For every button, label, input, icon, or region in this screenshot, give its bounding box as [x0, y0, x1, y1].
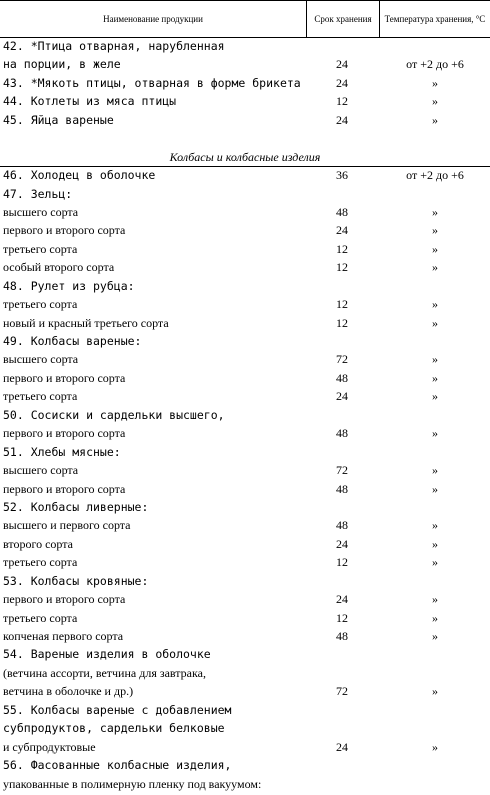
table-row	[0, 682, 490, 700]
storage-period: 48	[336, 518, 348, 533]
product-name: второго сорта	[3, 536, 73, 551]
storage-period: 24	[336, 112, 348, 127]
product-name: третьего сорта	[3, 241, 78, 256]
product-name: 54. Вареные изделия в оболочке	[3, 647, 211, 662]
table-row	[0, 37, 490, 55]
storage-period: 24	[336, 536, 348, 551]
storage-temperature: »	[432, 518, 438, 533]
product-name: первого и второго сорта	[3, 223, 126, 238]
product-name: 53. Колбасы кровяные:	[3, 573, 149, 588]
storage-period: 12	[336, 241, 348, 256]
storage-temperature: от +2 до +6	[406, 57, 464, 72]
table-row	[0, 332, 490, 350]
product-name: 47. Зельц:	[3, 186, 73, 201]
product-name: на порции, в желе	[3, 57, 121, 72]
storage-temperature: от +2 до +6	[406, 168, 464, 183]
product-name: копченая первого сорта	[3, 629, 124, 643]
table-row	[0, 443, 490, 461]
storage-period: 12	[336, 297, 348, 312]
product-name: субпродуктов, сардельки белковые	[3, 721, 225, 736]
section-divider	[0, 166, 490, 167]
table-row	[0, 295, 490, 313]
storage-temperature: »	[432, 75, 438, 90]
product-name: упакованные в полимерную пленку под вакуумом:	[3, 776, 262, 791]
section-heading-row	[0, 148, 490, 166]
storage-period: 24	[336, 75, 348, 90]
product-name: 46. Холодец в оболочке	[3, 168, 156, 183]
storage-period: 12	[336, 315, 348, 330]
table-row	[0, 719, 490, 737]
product-name: третьего сорта	[3, 389, 78, 404]
product-name: третьего сорта	[3, 297, 78, 312]
storage-period: 12	[336, 260, 348, 275]
storage-period: 72	[336, 463, 348, 478]
table-row	[0, 424, 490, 442]
product-name: ветчина в оболочке и др.)	[3, 684, 134, 699]
table-row	[0, 406, 490, 424]
storage-period: 36	[336, 168, 348, 183]
product-name: 56. Фасованные колбасные изделия,	[3, 758, 232, 773]
storage-temperature: »	[432, 112, 438, 127]
storage-temperature: »	[432, 536, 438, 551]
header-storage-period: Срок хранения	[307, 1, 380, 37]
storage-period: 72	[336, 352, 348, 367]
storage-temperature: »	[432, 555, 438, 570]
table-row	[0, 350, 490, 368]
product-name: высшего сорта	[3, 352, 79, 367]
product-name: высшего сорта	[3, 463, 79, 478]
table-row	[0, 627, 490, 645]
table-row	[0, 369, 490, 387]
table-row	[0, 756, 490, 774]
storage-temperature: »	[432, 223, 438, 238]
table-row	[0, 55, 490, 73]
table-row	[0, 129, 490, 147]
product-name: (ветчина ассорти, ветчина для завтрака,	[3, 665, 206, 680]
product-name: 52. Колбасы ливерные:	[3, 499, 149, 514]
product-name: 48. Рулет из рубца:	[3, 278, 135, 293]
product-name: первого и второго сорта	[3, 426, 126, 441]
table-row	[0, 111, 490, 129]
storage-temperature: »	[432, 629, 438, 643]
table-row	[0, 277, 490, 295]
table-row	[0, 553, 490, 571]
table-header	[0, 0, 490, 38]
product-name: 55. Колбасы вареные с добавлением	[3, 702, 232, 717]
table-row	[0, 203, 490, 221]
storage-temperature: »	[432, 739, 438, 754]
storage-temperature: »	[432, 352, 438, 367]
storage-temperature: »	[432, 260, 438, 275]
storage-period: 24	[336, 223, 348, 238]
storage-temperature: »	[432, 610, 438, 625]
product-name: и субпродуктовые	[3, 739, 96, 754]
storage-temperature: »	[432, 481, 438, 496]
product-name: 45. Яйца вареные	[3, 112, 114, 127]
product-name: 44. Котлеты из мяса птицы	[3, 94, 177, 109]
product-name: 51. Хлебы мясные:	[3, 444, 121, 459]
storage-period: 24	[336, 739, 348, 754]
table-row	[0, 74, 490, 92]
product-name: первого и второго сорта	[3, 370, 126, 385]
product-name: первого и второго сорта	[3, 592, 126, 607]
table-row	[0, 775, 490, 793]
storage-temperature: »	[432, 426, 438, 441]
table-row	[0, 314, 490, 332]
table-row	[0, 461, 490, 479]
table-row	[0, 701, 490, 719]
storage-temperature: »	[432, 241, 438, 256]
table-row	[0, 572, 490, 590]
table-row	[0, 664, 490, 682]
storage-period: 48	[336, 629, 348, 643]
table-row	[0, 535, 490, 553]
storage-period: 48	[336, 426, 348, 441]
product-name: 49. Колбасы вареные:	[3, 334, 142, 348]
product-name: особый второго сорта	[3, 260, 115, 275]
table-row	[0, 240, 490, 258]
product-name: третьего сорта	[3, 610, 78, 625]
product-name: первого и второго сорта	[3, 481, 126, 496]
storage-period: 72	[336, 684, 348, 699]
table-row	[0, 221, 490, 239]
header-storage-temperature: Температура хранения, °С	[384, 13, 486, 24]
storage-temperature: »	[432, 592, 438, 607]
section-title: Колбасы и колбасные изделия	[169, 149, 321, 164]
table-body	[0, 37, 490, 793]
storage-temperature: »	[432, 684, 438, 699]
table-row	[0, 185, 490, 203]
storage-temperature: »	[432, 297, 438, 312]
product-name: высшего сорта	[3, 204, 79, 219]
table-row	[0, 258, 490, 276]
storage-temperature: »	[432, 389, 438, 404]
product-name: третьего сорта	[3, 555, 78, 570]
table-row	[0, 609, 490, 627]
storage-temperature: »	[432, 315, 438, 330]
table-row	[0, 738, 490, 756]
table-row	[0, 92, 490, 110]
storage-period: 24	[336, 592, 348, 607]
product-name: 50. Сосиски и сардельки высшего,	[3, 407, 225, 422]
product-name: 43. *Мякоть птицы, отварная в форме брикета	[3, 75, 301, 90]
product-name: высшего и первого сорта	[3, 518, 131, 533]
product-name: 42. *Птица отварная, нарубленная	[3, 39, 225, 53]
table-row	[0, 480, 490, 498]
table-row	[0, 590, 490, 608]
storage-period: 24	[336, 57, 348, 72]
storage-period: 12	[336, 94, 348, 109]
storage-temperature: »	[432, 204, 438, 219]
table-row	[0, 645, 490, 663]
table-row	[0, 498, 490, 516]
storage-temperature: »	[432, 370, 438, 385]
storage-period: 12	[336, 555, 348, 570]
header-product-name: Наименование продукции	[0, 1, 307, 37]
storage-period: 12	[336, 610, 348, 625]
storage-period: 48	[336, 370, 348, 385]
product-name: новый и красный третьего сорта	[3, 315, 169, 330]
storage-period: 24	[336, 389, 348, 404]
storage-temperature: »	[432, 463, 438, 478]
storage-temperature: »	[432, 94, 438, 109]
table-row	[0, 166, 490, 184]
storage-period: 48	[336, 204, 348, 219]
table-row	[0, 516, 490, 534]
storage-period: 48	[336, 481, 348, 496]
table-row	[0, 387, 490, 405]
